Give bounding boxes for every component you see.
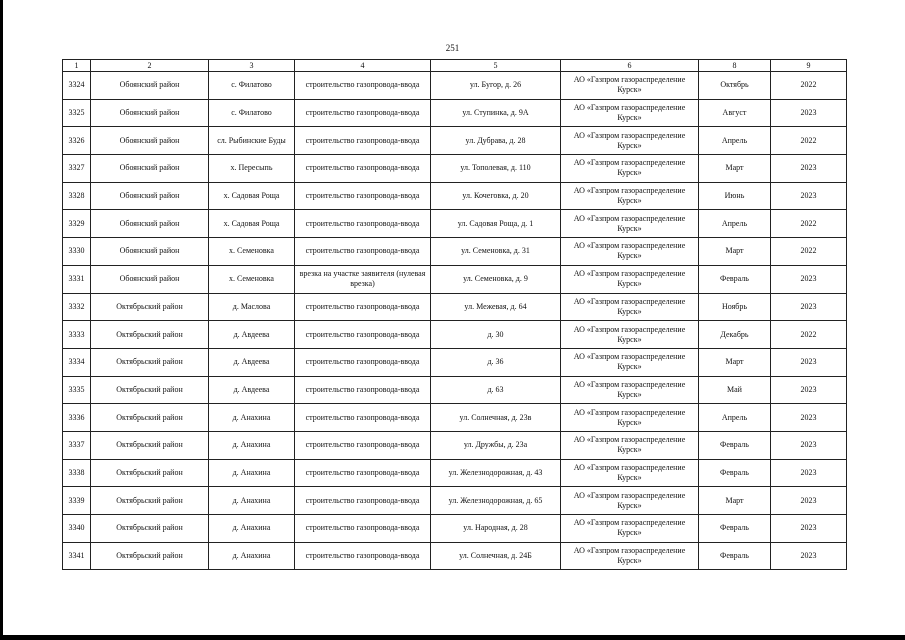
settlement-cell: д. Анахина xyxy=(209,542,295,570)
table-row xyxy=(63,404,847,432)
table-row xyxy=(63,155,847,183)
row-number-cell: 3329 xyxy=(63,210,91,238)
settlement-cell: х. Садовая Роща xyxy=(209,182,295,210)
organization-cell: АО «Газпром газораспределение Курск» xyxy=(561,182,699,210)
district-cell: Обоянский район xyxy=(91,127,209,155)
year-cell: 2023 xyxy=(771,542,847,570)
year-cell: 2022 xyxy=(771,238,847,266)
row-number-cell: 3341 xyxy=(63,542,91,570)
district-cell: Октябрьский район xyxy=(91,376,209,404)
address-cell: ул. Семеновка, д. 31 xyxy=(431,238,561,266)
settlement-cell: х. Семеновка xyxy=(209,265,295,293)
organization-cell: АО «Газпром газораспределение Курск» xyxy=(561,515,699,543)
district-cell: Октябрьский район xyxy=(91,293,209,321)
district-cell: Октябрьский район xyxy=(91,459,209,487)
year-cell: 2023 xyxy=(771,99,847,127)
row-number-cell: 3327 xyxy=(63,155,91,183)
address-cell: д. 63 xyxy=(431,376,561,404)
organization-cell: АО «Газпром газораспределение Курск» xyxy=(561,265,699,293)
table-row xyxy=(63,72,847,100)
month-cell: Апрель xyxy=(699,210,771,238)
work-type-cell: строительство газопровода-ввода xyxy=(295,459,431,487)
year-cell: 2023 xyxy=(771,404,847,432)
work-type-cell: строительство газопровода-ввода xyxy=(295,404,431,432)
district-cell: Обоянский район xyxy=(91,238,209,266)
organization-cell: АО «Газпром газораспределение Курск» xyxy=(561,376,699,404)
district-cell: Обоянский район xyxy=(91,265,209,293)
table-row xyxy=(63,210,847,238)
year-cell: 2022 xyxy=(771,321,847,349)
column-header: 5 xyxy=(431,60,561,72)
year-cell: 2023 xyxy=(771,293,847,321)
address-cell: ул. Межевая, д. 64 xyxy=(431,293,561,321)
settlement-cell: д. Авдеева xyxy=(209,376,295,404)
row-number-cell: 3340 xyxy=(63,515,91,543)
organization-cell: АО «Газпром газораспределение Курск» xyxy=(561,431,699,459)
year-cell: 2023 xyxy=(771,376,847,404)
settlement-cell: х. Семеновка xyxy=(209,238,295,266)
column-header: 1 xyxy=(63,60,91,72)
table-row xyxy=(63,348,847,376)
month-cell: Февраль xyxy=(699,431,771,459)
registry-table xyxy=(62,59,847,570)
district-cell: Октябрьский район xyxy=(91,515,209,543)
settlement-cell: д. Анахина xyxy=(209,431,295,459)
work-type-cell: строительство газопровода-ввода xyxy=(295,321,431,349)
year-cell: 2023 xyxy=(771,265,847,293)
row-number-cell: 3331 xyxy=(63,265,91,293)
work-type-cell: строительство газопровода-ввода xyxy=(295,515,431,543)
year-cell: 2023 xyxy=(771,459,847,487)
settlement-cell: д. Анахина xyxy=(209,487,295,515)
month-cell: Февраль xyxy=(699,542,771,570)
column-header: 9 xyxy=(771,60,847,72)
year-cell: 2023 xyxy=(771,431,847,459)
table-header-row xyxy=(63,60,847,72)
work-type-cell: строительство газопровода-ввода xyxy=(295,99,431,127)
month-cell: Февраль xyxy=(699,265,771,293)
address-cell: ул. Солнечная, д. 23в xyxy=(431,404,561,432)
address-cell: ул. Семеновка, д. 9 xyxy=(431,265,561,293)
address-cell: ул. Садовая Роща, д. 1 xyxy=(431,210,561,238)
year-cell: 2023 xyxy=(771,182,847,210)
address-cell: ул. Железнодорожная, д. 43 xyxy=(431,459,561,487)
settlement-cell: д. Маслова xyxy=(209,293,295,321)
month-cell: Март xyxy=(699,348,771,376)
month-cell: Февраль xyxy=(699,515,771,543)
organization-cell: АО «Газпром газораспределение Курск» xyxy=(561,72,699,100)
month-cell: Декабрь xyxy=(699,321,771,349)
address-cell: ул. Бугор, д. 26 xyxy=(431,72,561,100)
settlement-cell: д. Анахина xyxy=(209,515,295,543)
settlement-cell: с. Филатово xyxy=(209,72,295,100)
table-row xyxy=(63,127,847,155)
table-row xyxy=(63,431,847,459)
organization-cell: АО «Газпром газораспределение Курск» xyxy=(561,404,699,432)
table-row xyxy=(63,321,847,349)
row-number-cell: 3334 xyxy=(63,348,91,376)
table-row xyxy=(63,487,847,515)
organization-cell: АО «Газпром газораспределение Курск» xyxy=(561,127,699,155)
row-number-cell: 3330 xyxy=(63,238,91,266)
work-type-cell: строительство газопровода-ввода xyxy=(295,293,431,321)
scan-bottom-edge xyxy=(0,635,905,640)
district-cell: Октябрьский район xyxy=(91,487,209,515)
organization-cell: АО «Газпром газораспределение Курск» xyxy=(561,210,699,238)
organization-cell: АО «Газпром газораспределение Курск» xyxy=(561,321,699,349)
row-number-cell: 3328 xyxy=(63,182,91,210)
month-cell: Октябрь xyxy=(699,72,771,100)
organization-cell: АО «Газпром газораспределение Курск» xyxy=(561,459,699,487)
table-row xyxy=(63,265,847,293)
month-cell: Март xyxy=(699,238,771,266)
address-cell: ул. Железнодорожная, д. 65 xyxy=(431,487,561,515)
address-cell: ул. Солнечная, д. 24Б xyxy=(431,542,561,570)
page-number: 251 xyxy=(445,43,460,53)
district-cell: Октябрьский район xyxy=(91,321,209,349)
table-row xyxy=(63,542,847,570)
row-number-cell: 3324 xyxy=(63,72,91,100)
organization-cell: АО «Газпром газораспределение Курск» xyxy=(561,99,699,127)
work-type-cell: строительство газопровода-ввода xyxy=(295,348,431,376)
scan-left-edge xyxy=(0,0,3,640)
address-cell: ул. Дружбы, д. 23а xyxy=(431,431,561,459)
work-type-cell: строительство газопровода-ввода xyxy=(295,127,431,155)
row-number-cell: 3326 xyxy=(63,127,91,155)
district-cell: Обоянский район xyxy=(91,99,209,127)
month-cell: Март xyxy=(699,487,771,515)
work-type-cell: строительство газопровода-ввода xyxy=(295,182,431,210)
table-row xyxy=(63,238,847,266)
month-cell: Июнь xyxy=(699,182,771,210)
settlement-cell: д. Анахина xyxy=(209,404,295,432)
row-number-cell: 3325 xyxy=(63,99,91,127)
month-cell: Апрель xyxy=(699,404,771,432)
district-cell: Октябрьский район xyxy=(91,404,209,432)
year-cell: 2023 xyxy=(771,515,847,543)
settlement-cell: х. Садовая Роща xyxy=(209,210,295,238)
work-type-cell: врезка на участке заявителя (нулевая врезка) xyxy=(295,265,431,293)
address-cell: ул. Кочеговка, д. 20 xyxy=(431,182,561,210)
year-cell: 2023 xyxy=(771,155,847,183)
work-type-cell: строительство газопровода-ввода xyxy=(295,155,431,183)
work-type-cell: строительство газопровода-ввода xyxy=(295,238,431,266)
organization-cell: АО «Газпром газораспределение Курск» xyxy=(561,348,699,376)
table-row xyxy=(63,99,847,127)
month-cell: Март xyxy=(699,155,771,183)
row-number-cell: 3336 xyxy=(63,404,91,432)
organization-cell: АО «Газпром газораспределение Курск» xyxy=(561,293,699,321)
work-type-cell: строительство газопровода-ввода xyxy=(295,487,431,515)
table-row xyxy=(63,459,847,487)
column-header: 4 xyxy=(295,60,431,72)
work-type-cell: строительство газопровода-ввода xyxy=(295,210,431,238)
organization-cell: АО «Газпром газораспределение Курск» xyxy=(561,487,699,515)
district-cell: Обоянский район xyxy=(91,182,209,210)
organization-cell: АО «Газпром газораспределение Курск» xyxy=(561,542,699,570)
column-header: 8 xyxy=(699,60,771,72)
district-cell: Октябрьский район xyxy=(91,348,209,376)
settlement-cell: сл. Рыбинские Буды xyxy=(209,127,295,155)
district-cell: Обоянский район xyxy=(91,72,209,100)
table-row xyxy=(63,515,847,543)
address-cell: ул. Дубрава, д. 28 xyxy=(431,127,561,155)
settlement-cell: д. Авдеева xyxy=(209,321,295,349)
column-header: 2 xyxy=(91,60,209,72)
work-type-cell: строительство газопровода-ввода xyxy=(295,72,431,100)
year-cell: 2022 xyxy=(771,210,847,238)
table-row xyxy=(63,182,847,210)
address-cell: ул. Ступинка, д. 9А xyxy=(431,99,561,127)
year-cell: 2023 xyxy=(771,348,847,376)
organization-cell: АО «Газпром газораспределение Курск» xyxy=(561,155,699,183)
district-cell: Октябрьский район xyxy=(91,431,209,459)
settlement-cell: д. Авдеева xyxy=(209,348,295,376)
settlement-cell: с. Филатово xyxy=(209,99,295,127)
table-row xyxy=(63,376,847,404)
month-cell: Май xyxy=(699,376,771,404)
row-number-cell: 3338 xyxy=(63,459,91,487)
row-number-cell: 3335 xyxy=(63,376,91,404)
row-number-cell: 3332 xyxy=(63,293,91,321)
month-cell: Апрель xyxy=(699,127,771,155)
column-header: 6 xyxy=(561,60,699,72)
row-number-cell: 3339 xyxy=(63,487,91,515)
settlement-cell: д. Анахина xyxy=(209,459,295,487)
address-cell: ул. Народная, д. 28 xyxy=(431,515,561,543)
work-type-cell: строительство газопровода-ввода xyxy=(295,542,431,570)
address-cell: ул. Тополевая, д. 110 xyxy=(431,155,561,183)
year-cell: 2022 xyxy=(771,127,847,155)
address-cell: д. 30 xyxy=(431,321,561,349)
district-cell: Обоянский район xyxy=(91,155,209,183)
organization-cell: АО «Газпром газораспределение Курск» xyxy=(561,238,699,266)
table-row xyxy=(63,293,847,321)
month-cell: Февраль xyxy=(699,459,771,487)
district-cell: Обоянский район xyxy=(91,210,209,238)
column-header: 3 xyxy=(209,60,295,72)
address-cell: д. 36 xyxy=(431,348,561,376)
work-type-cell: строительство газопровода-ввода xyxy=(295,431,431,459)
month-cell: Ноябрь xyxy=(699,293,771,321)
row-number-cell: 3337 xyxy=(63,431,91,459)
row-number-cell: 3333 xyxy=(63,321,91,349)
table-body xyxy=(63,72,847,570)
year-cell: 2023 xyxy=(771,487,847,515)
district-cell: Октябрьский район xyxy=(91,542,209,570)
settlement-cell: х. Пересыпь xyxy=(209,155,295,183)
work-type-cell: строительство газопровода-ввода xyxy=(295,376,431,404)
year-cell: 2022 xyxy=(771,72,847,100)
month-cell: Август xyxy=(699,99,771,127)
